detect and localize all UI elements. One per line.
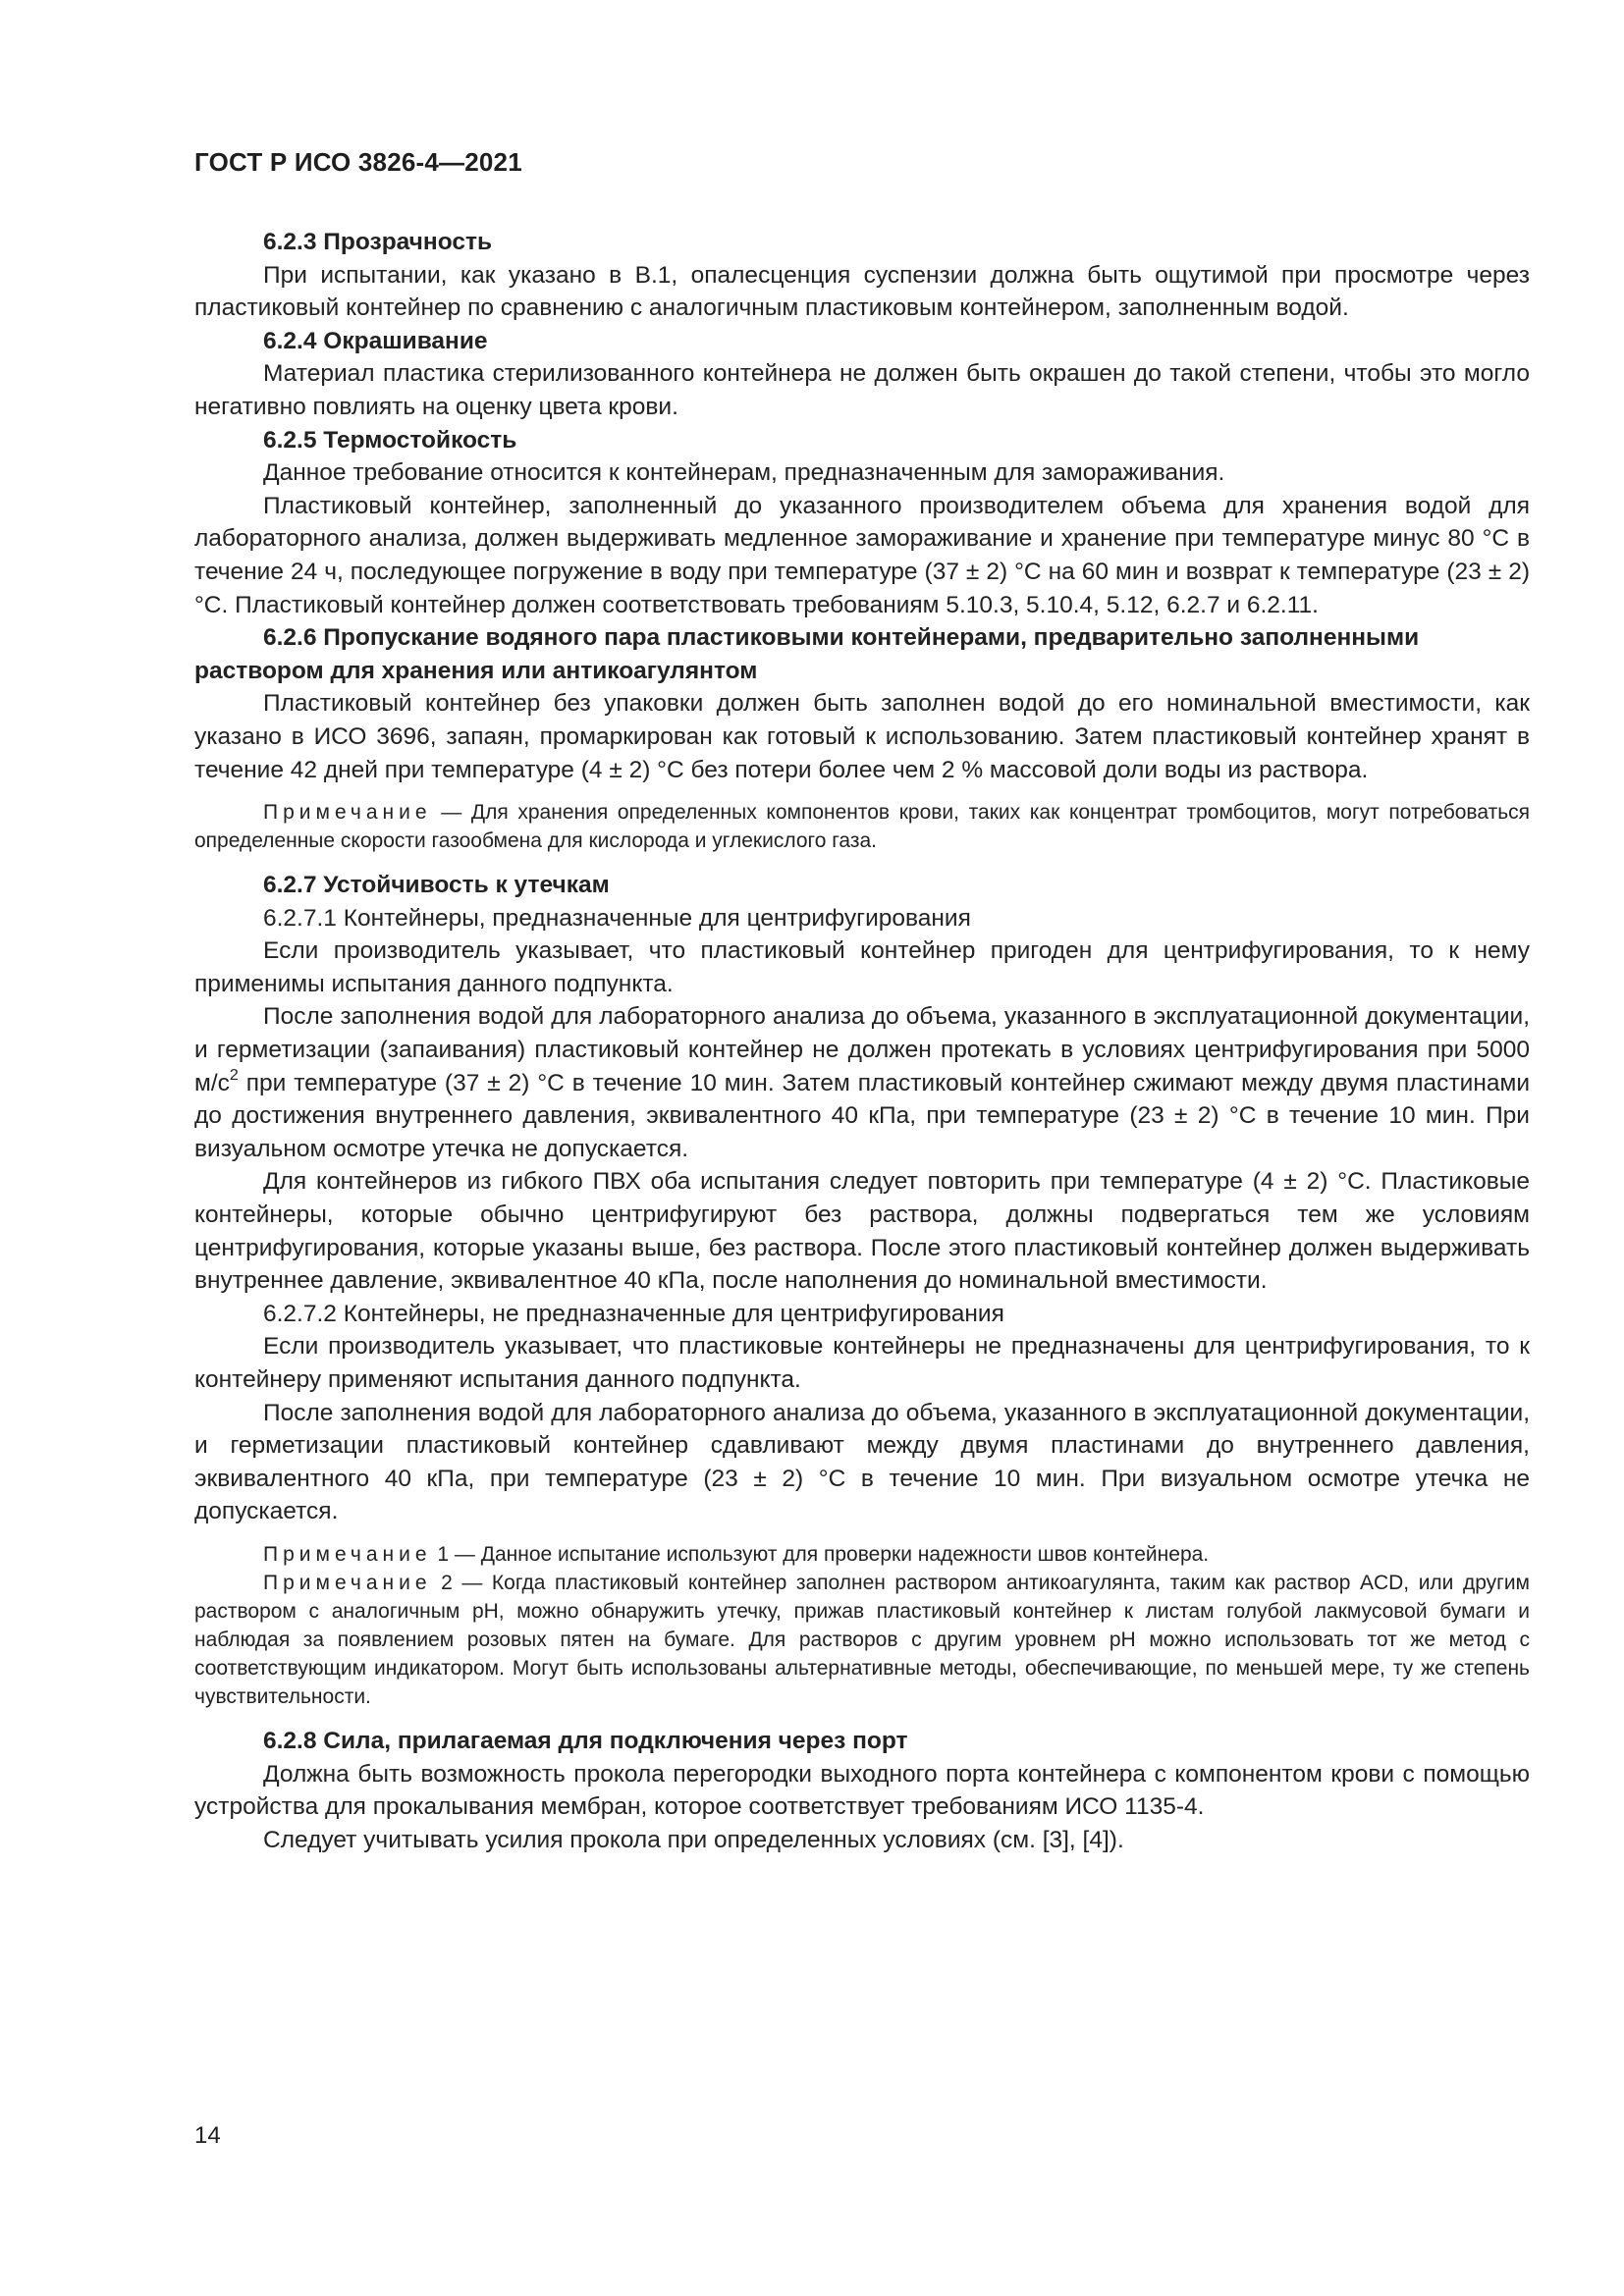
- paragraph: Материал пластика стерилизованного контейнера не должен быть окрашен до такой степени, чтобы это могло негативно повлиять на оценку цвета крови.: [194, 360, 1530, 420]
- paragraph-part: при температуре (37 ± 2) °С в течение 10 мин. Затем пластиковый контейнер сжимают между двумя пластинами до достижения внутреннего давления, эквивалентного 40 кПа, при температуре (23 ± 2) °С в течение 10 мин. При визуальном осмотре утечка не допускается.: [194, 1069, 1530, 1162]
- subsection-title: 6.2.7.2 Контейнеры, не предназначенные для центрифугирования: [263, 1300, 1004, 1327]
- section-heading-6-2-8: 6.2.8 Сила, прилагаемая для подключения через порт: [263, 1727, 908, 1754]
- note-label: Примечание: [263, 801, 432, 825]
- paragraph: При испытании, как указано в B.1, опалесценция суспензии должна быть ощутимой при просмотре через пластиковый контейнер по сравнению с аналогичным пластиковым контейнером, заполненным водой.: [194, 261, 1530, 322]
- superscript: 2: [229, 1066, 239, 1084]
- paragraph: Пластиковый контейнер без упаковки должен быть заполнен водой до его номинальной вместимости, как указано в ИСО 3696, запаян, промаркирован как готовый к использованию. Затем пластиковый контейнер хранят в течение 42 дней при температуре (4 ± 2) °С без потери более чем 2 % массовой доли воды из раствора.: [194, 690, 1530, 783]
- paragraph: Пластиковый контейнер, заполненный до указанного производителем объема для хранения водой для лабораторного анализа, должен выдерживать медленное замораживание и хранение при температуре минус 80 °С в течение 24 ч, последующее погружение в воду при температуре (37 ± 2) °С на 60 мин и возврат к температуре (23 ± 2) °С. Пластиковый контейнер должен соответствовать требованиям 5.10.3, 5.10.4, 5.12, 6.2.7 и 6.2.11.: [194, 492, 1530, 618]
- note-label: Примечание: [263, 1542, 432, 1566]
- section-heading-6-2-4: 6.2.4 Окрашивание: [263, 327, 488, 354]
- note-label: Примечание: [263, 1571, 432, 1594]
- document-header: ГОСТ Р ИСО 3826-4—2021: [194, 147, 522, 177]
- note-text: — Для хранения определенных компонентов крови, таких как концентрат тромбоцитов, могут потребоваться определенные скорости газообмена для кислорода и углекислого газа.: [194, 801, 1530, 853]
- paragraph: Если производитель указывает, что пластиковый контейнер пригоден для центрифугирования, то к нему применимы испытания данного подпункта.: [194, 937, 1530, 997]
- paragraph: Должна быть возможность прокола перегородки выходного порта контейнера с компонентом крови с помощью устройства для прокалывания мембран, которое соответствует требованиям ИСО 1135-4.: [194, 1760, 1530, 1821]
- page-number: 14: [194, 2122, 221, 2149]
- paragraph: Следует учитывать усилия прокола при определенных условиях (см. [3], [4]).: [263, 1826, 1124, 1853]
- section-heading-6-2-7: 6.2.7 Устойчивость к утечкам: [263, 872, 610, 899]
- paragraph: Данное требование относится к контейнерам, предназначенным для замораживания.: [263, 459, 1225, 487]
- paragraph: После заполнения водой для лабораторного анализа до объема, указанного в эксплуатационной документации, и герметизации пластиковый контейнер сдавливают между двумя пластинами до внутреннего давления, эквивалентного 40 кПа, при температуре (23 ± 2) °С в течение 10 мин. При визуальном осмотре утечка не допускается.: [194, 1399, 1530, 1525]
- note: [194, 798, 1530, 855]
- subsection-title: 6.2.7.1 Контейнеры, предназначенные для центрифугирования: [263, 904, 971, 932]
- note-text: 2 — Когда пластиковый контейнер заполнен раствором антикоагулянта, таким как раствор ACD, или другим раствором с аналогичным pH, можно обнаружить утечку, прижав пластиковый контейнер к листам голубой лакмусовой бумаги и наблюдая за появлением розовых пятен на бумаге. Для растворов с другим уровнем pH можно использовать тот же метод с соответствующим индикатором. Могут быть использованы альтернативные методы, обеспечивающие, по меньшей мере, ту же степень чувствительности.: [194, 1571, 1530, 1708]
- section-heading-6-2-5: 6.2.5 Термостойкость: [263, 426, 517, 454]
- paragraph-part: После заполнения водой для лабораторного анализа до объема, указанного в эксплуатационной документации, и герметизации (запаивания) пластиковый контейнер не должен протекать в условиях центрифугирования при 5000 м/с: [194, 1003, 1530, 1096]
- section-heading-6-2-3: 6.2.3 Прозрачность: [263, 229, 493, 255]
- paragraph: Если производитель указывает, что пластиковые контейнеры не предназначены для центрифугирования, то к контейнеру применяют испытания данного подпункта.: [194, 1333, 1530, 1393]
- note: [194, 1540, 1530, 1569]
- paragraph: Для контейнеров из гибкого ПВХ оба испытания следует повторить при температуре (4 ± 2) °С. Пластиковые контейнеры, которые обычно центрифугируют без раствора, должны подвергаться тем же условиям центрифугирования, которые указаны выше, без раствора. После этого пластиковый контейнер должен выдерживать внутреннее давление, эквивалентное 40 кПа, после наполнения до номинальной вместимости.: [194, 1168, 1530, 1295]
- note: [194, 1569, 1530, 1711]
- paragraph: [194, 1000, 1530, 1165]
- section-heading-6-2-6: 6.2.6 Пропускание водяного пара пластиковыми контейнерами, предварительно заполненными раствором для хранения или антикоагулянтом: [194, 624, 1420, 684]
- note-text: 1 — Данное испытание используют для проверки надежности швов контейнера.: [431, 1542, 1210, 1566]
- document-body: [194, 226, 1530, 1856]
